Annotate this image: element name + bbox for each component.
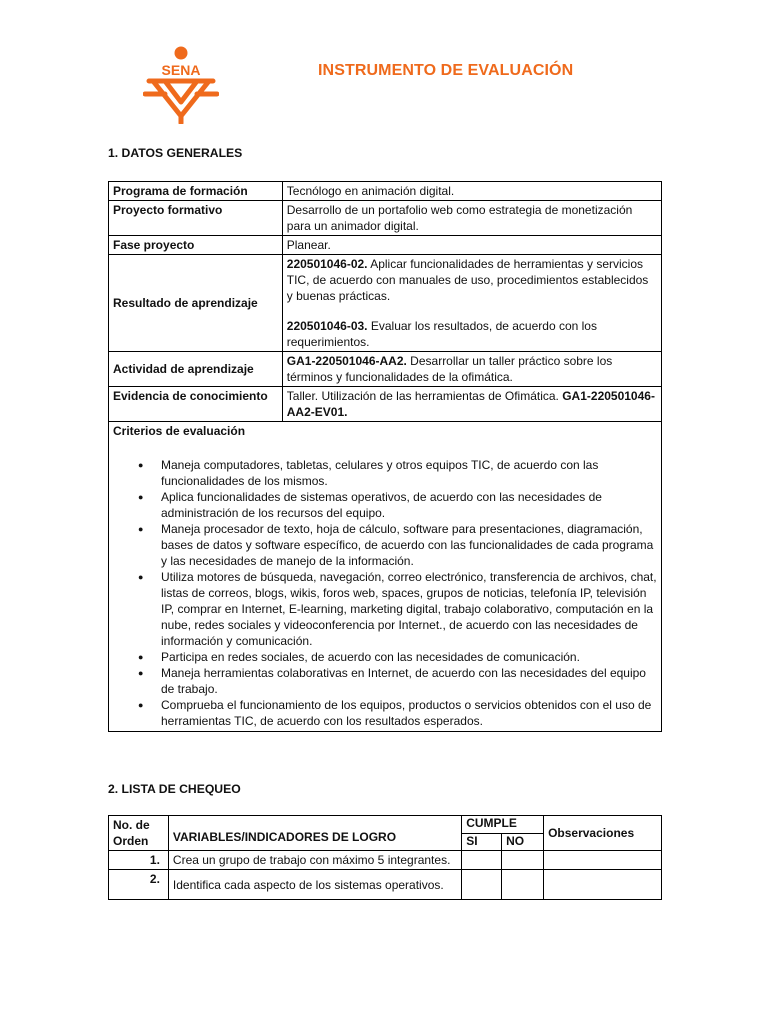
resultado-1	[287, 256, 657, 304]
resultado-1-text: Aplicar funcionalidades de herramientas y servicios TIC, de acuerdo con manuales de uso, procedimientos establecidos y buenas prácticas.	[286, 257, 649, 303]
col-cumple-header: CUMPLE	[462, 816, 544, 834]
list-item: ● Maneja herramientas colaborativas en Internet, de acuerdo con las necesidades del equipo de trabajo.	[161, 665, 657, 697]
table-row	[109, 870, 662, 900]
resultado-2-code: 220501046-03.	[286, 319, 368, 333]
col-si-header: SI	[462, 833, 502, 851]
resultado-value	[282, 255, 661, 352]
actividad-label: Actividad de aprendizaje	[109, 352, 283, 387]
section-2-heading: 2. LISTA DE CHEQUEO	[108, 782, 241, 796]
list-item: ● Aplica funcionalidades de sistemas operativos, de acuerdo con las necesidades de administración de los recursos del equipo.	[161, 489, 657, 521]
table-header-row	[109, 816, 662, 834]
col-orden-header: No. de Orden	[109, 816, 169, 851]
table-row	[109, 851, 662, 870]
fase-value: Planear.	[282, 236, 661, 255]
table-row	[109, 387, 662, 422]
si-cell	[462, 870, 502, 900]
datos-generales-table	[108, 181, 662, 732]
resultado-1-code: 220501046-02.	[286, 257, 368, 271]
sena-logo	[143, 44, 219, 124]
no-cell	[502, 851, 544, 870]
list-item: ● Comprueba el funcionamiento de los equipos, productos o servicios obtenidos con el uso de herramientas TIC, de acuerdo con los resultados esperados.	[161, 697, 657, 729]
section-1-heading: 1. DATOS GENERALES	[108, 146, 243, 160]
table-row	[109, 255, 662, 352]
criterios-list	[113, 457, 657, 729]
no-cell	[502, 870, 544, 900]
evidencia-text: Taller. Utilización de las herramientas de Ofimática.	[286, 389, 563, 403]
evidencia-value	[282, 387, 661, 422]
table-row	[109, 352, 662, 387]
proyecto-value: Desarrollo de un portafolio web como estrategia de monetización para un animador digital.	[282, 201, 661, 236]
list-item: ● Maneja procesador de texto, hoja de cálculo, software para presentaciones, diagramación, bases de datos y software específico, de acuerdo con las funcionalidades de cada programa y las necesidades de manejo de la información.	[161, 521, 657, 569]
evidencia-code: GA1-220501046-AA2-EV01.	[286, 389, 655, 419]
table-row	[109, 182, 662, 201]
actividad-text: Desarrollar un taller práctico sobre los términos y funcionalidades de la ofimática.	[286, 354, 613, 384]
resultado-2	[287, 318, 657, 350]
list-item: ● Utiliza motores de búsqueda, navegación, correo electrónico, transferencia de archivos, chat, listas de correos, blogs, wikis, foros web, spaces, grupos de noticias, telefonía IP, televisión IP, comprar en Internet, E-learning, marketing digital, trabajo colaborativo, computación en la nube, redes sociales y videoconferencia por Internet., de acuerdo con las necesidades de información y comunicación.	[161, 569, 657, 649]
document-title: INSTRUMENTO DE EVALUACIÓN	[318, 62, 574, 79]
list-item: ● Maneja computadores, tabletas, celulares y otros equipos TIC, de acuerdo con las funcionalidades de los mismos.	[161, 457, 657, 489]
table-row	[109, 422, 662, 732]
col-no-header: NO	[502, 833, 544, 851]
actividad-code: GA1-220501046-AA2.	[286, 354, 407, 368]
list-item: ● Participa en redes sociales, de acuerdo con las necesidades de comunicación.	[161, 649, 657, 665]
row-number: 1.	[109, 851, 169, 870]
col-variables-header: VARIABLES/INDICADORES DE LOGRO	[168, 816, 461, 851]
resultado-label: Resultado de aprendizaje	[109, 255, 283, 352]
observaciones-cell	[544, 851, 662, 870]
col-observaciones-header: Observaciones	[544, 816, 662, 851]
row-variable-text: Identifica cada aspecto de los sistemas operativos.	[168, 870, 461, 900]
lista-chequeo-table	[108, 815, 662, 900]
si-cell	[462, 851, 502, 870]
row-variable-text: Crea un grupo de trabajo con máximo 5 integrantes.	[168, 851, 461, 870]
row-number: 2.	[109, 870, 169, 900]
sena-logo-graphic	[143, 44, 219, 124]
proyecto-label: Proyecto formativo	[109, 201, 283, 236]
fase-label: Fase proyecto	[109, 236, 283, 255]
criterios-cell	[109, 422, 662, 732]
programa-label: Programa de formación	[109, 182, 283, 201]
criterios-label: Criterios de evaluación	[113, 424, 246, 438]
table-row	[109, 201, 662, 236]
actividad-value	[282, 352, 661, 387]
resultado-2-text: Evaluar los resultados, de acuerdo con los requerimientos.	[286, 319, 597, 349]
table-row	[109, 236, 662, 255]
programa-value: Tecnólogo en animación digital.	[282, 182, 661, 201]
observaciones-cell	[544, 870, 662, 900]
evidencia-label: Evidencia de conocimiento	[109, 387, 283, 422]
logo-text: SENA	[161, 62, 201, 78]
